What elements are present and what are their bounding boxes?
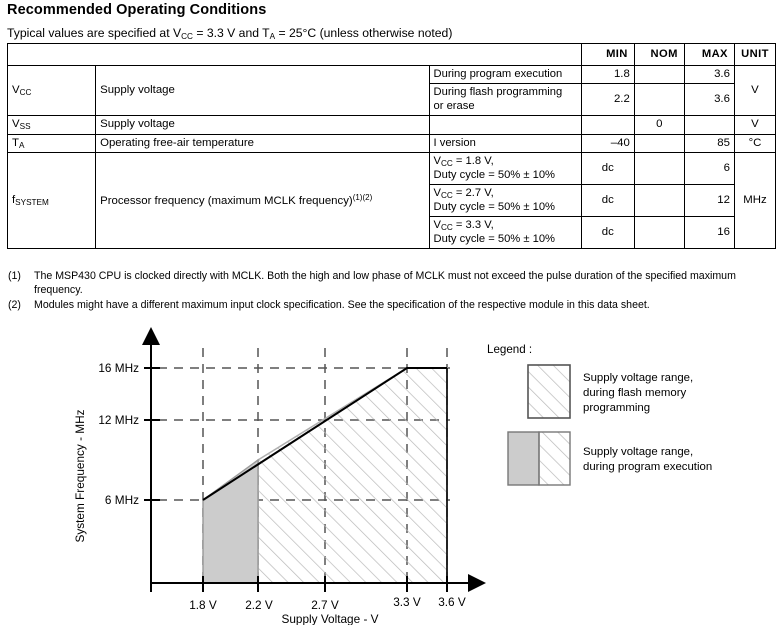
condition-duty-cycle: Duty cycle = 50% ± 10% xyxy=(433,168,556,181)
value-min xyxy=(581,115,634,134)
value-nom xyxy=(634,185,684,217)
symbol-fsystem-base: f xyxy=(12,193,16,206)
condition-vcc-base: V xyxy=(433,187,441,200)
x-tick-label: 3.3 V xyxy=(393,595,421,609)
region-flash-programming xyxy=(258,368,447,583)
value-nom xyxy=(634,84,684,115)
subtitle-sub-ta: A xyxy=(269,32,276,41)
table-row xyxy=(8,66,776,84)
x-axis-label: Supply Voltage - V xyxy=(281,612,379,625)
footnote-1 xyxy=(8,270,760,297)
symbol-fsystem xyxy=(8,153,96,249)
unit-cell: V xyxy=(734,115,775,134)
page-subtitle xyxy=(7,26,452,41)
legend-swatch-program-execution-hatch xyxy=(539,432,570,485)
header-blank-cell xyxy=(8,44,582,66)
header-max: MAX xyxy=(684,44,734,66)
condition-cell: During program execution xyxy=(429,66,581,84)
legend-label-line: during program execution xyxy=(583,461,713,474)
condition-line-1: During flash programming xyxy=(433,86,563,99)
condition-cell xyxy=(429,153,581,185)
table-row xyxy=(8,134,776,153)
condition-vcc-base: V xyxy=(433,219,441,232)
condition-vcc-value: = 3.3 V, xyxy=(452,219,494,232)
condition-line-2: or erase xyxy=(433,99,475,112)
symbol-ta-base: T xyxy=(12,136,19,149)
table-header-row xyxy=(8,44,776,66)
symbol-vcc-base: V xyxy=(12,83,20,96)
condition-cell xyxy=(429,217,581,249)
subtitle-part-3: = 25°C (unless otherwise noted) xyxy=(275,26,453,40)
condition-vcc-sub: CC xyxy=(440,223,453,233)
x-tick-label: 1.8 V xyxy=(189,598,217,612)
subtitle-sub-vcc: CC xyxy=(181,32,193,41)
condition-vcc-value: = 1.8 V, xyxy=(452,155,494,168)
symbol-ta-sub: A xyxy=(18,140,25,150)
description-vcc: Supply voltage xyxy=(96,66,429,116)
legend-title: Legend : xyxy=(487,343,533,356)
footnote-1-mark: (1) xyxy=(8,270,21,282)
value-min: dc xyxy=(581,153,634,185)
value-min: dc xyxy=(581,185,634,217)
condition-cell xyxy=(429,115,581,134)
region-program-execution xyxy=(203,460,258,583)
symbol-vcc xyxy=(8,66,96,116)
page-title: Recommended Operating Conditions xyxy=(7,2,267,18)
footnote-2 xyxy=(8,299,768,313)
description-fsystem-text: Processor frequency (maximum MCLK frequency) xyxy=(100,194,353,207)
footnote-1-text: The MSP430 CPU is clocked directly with MCLK. Both the high and low phase of MCLK must not exceed the pulse duration of the specified maximum frequency. xyxy=(34,270,736,296)
x-tick-label: 2.7 V xyxy=(311,598,339,612)
condition-cell: I version xyxy=(429,134,581,153)
value-nom xyxy=(634,217,684,249)
value-max: 3.6 xyxy=(684,66,734,84)
value-min: –40 xyxy=(581,134,634,153)
value-nom xyxy=(634,66,684,84)
condition-vcc-sub: CC xyxy=(440,191,453,201)
condition-duty-cycle: Duty cycle = 50% ± 10% xyxy=(433,200,556,213)
description-vss: Supply voltage xyxy=(96,115,429,134)
symbol-vss xyxy=(8,115,96,134)
subtitle-part-1: Typical values are specified at V xyxy=(7,26,182,40)
header-unit: UNIT xyxy=(734,44,775,66)
value-max: 3.6 xyxy=(684,84,734,115)
x-tick-label: 2.2 V xyxy=(245,598,273,612)
symbol-vcc-sub: CC xyxy=(19,87,32,97)
condition-cell xyxy=(429,84,581,115)
legend-swatch-flash-programming xyxy=(528,365,570,418)
symbol-vss-base: V xyxy=(12,117,20,130)
value-max: 12 xyxy=(684,185,734,217)
footnote-2-text: Modules might have a different maximum input clock specification. See the specification of the respective module in this data sheet. xyxy=(34,299,650,311)
y-tick-label: 16 MHz xyxy=(98,361,139,375)
value-nom xyxy=(634,134,684,153)
header-nom: NOM xyxy=(634,44,684,66)
condition-vcc-value: = 2.7 V, xyxy=(452,187,494,200)
y-tick-label: 6 MHz xyxy=(104,493,139,507)
description-fsystem xyxy=(96,153,429,249)
legend-label-line: programming xyxy=(583,402,651,415)
value-nom xyxy=(634,153,684,185)
condition-vcc-base: V xyxy=(433,155,441,168)
value-nom: 0 xyxy=(634,115,684,134)
value-max xyxy=(684,115,734,134)
operating-conditions-table xyxy=(7,43,776,249)
table-row xyxy=(8,153,776,185)
footnote-2-mark: (2) xyxy=(8,299,21,311)
value-max: 85 xyxy=(684,134,734,153)
footnote-refs: (1)(2) xyxy=(352,192,373,202)
legend-swatch-program-execution-gray xyxy=(508,432,539,485)
value-min: dc xyxy=(581,217,634,249)
value-min: 2.2 xyxy=(581,84,634,115)
condition-cell xyxy=(429,185,581,217)
y-axis-label: System Frequency - MHz xyxy=(73,409,87,543)
legend-label-line: during flash memory xyxy=(583,387,687,400)
symbol-vss-sub: SS xyxy=(19,121,31,131)
legend-label-flash-programming xyxy=(583,371,763,416)
condition-vcc-sub: CC xyxy=(440,159,453,169)
condition-duty-cycle: Duty cycle = 50% ± 10% xyxy=(433,232,556,245)
legend-label-program-execution xyxy=(583,445,773,475)
unit-cell: °C xyxy=(734,134,775,153)
legend-label-line: Supply voltage range, xyxy=(583,446,694,458)
legend-label-line: Supply voltage range, xyxy=(583,372,694,384)
subtitle-part-2: = 3.3 V and T xyxy=(192,26,270,40)
table-row xyxy=(8,115,776,134)
value-max: 6 xyxy=(684,153,734,185)
value-min: 1.8 xyxy=(581,66,634,84)
header-min: MIN xyxy=(581,44,634,66)
value-max: 16 xyxy=(684,217,734,249)
description-ta: Operating free-air temperature xyxy=(96,134,429,153)
x-tick-label: 3.6 V xyxy=(438,595,466,609)
y-tick-label: 12 MHz xyxy=(98,413,139,427)
symbol-fsystem-sub: SYSTEM xyxy=(15,197,49,207)
unit-cell: V xyxy=(734,66,775,116)
unit-cell: MHz xyxy=(734,153,775,249)
symbol-ta xyxy=(8,134,96,153)
